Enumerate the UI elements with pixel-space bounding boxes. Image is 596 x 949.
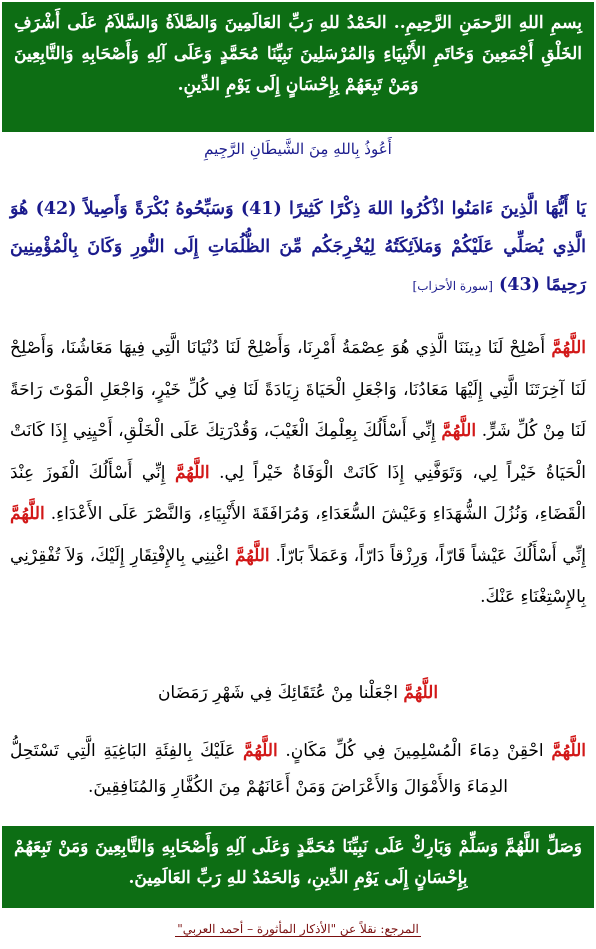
closing-salawat-text: وَصَلِّ اللَّهُمَّ وَسَلِّمْ وَبَارِكْ عَلَى نَبِيِّنَا مُحَمَّدٍ وَعَلَى آلِهِ وَأَصْحَابِهِ وَالتَّابِعِينَ وَمَنْ تَبِعَهُمْ بِإِحْسَانٍ إِلَى يَوْمِ الدِّينِ، وَالحَمْدُ للهِ رَبِّ العَالَمِينَ. [14, 837, 582, 888]
header-green-box [2, 2, 594, 132]
verse-43-text: هُوَ الَّذِي يُصَلِّي عَلَيْكُمْ وَمَلاَئِكَتُهُ لِيُخْرِجَكُم مِّنَ الظُّلُمَاتِ إِلَى النُّورِ وَكَانَ بِالْمُؤْمِنِينَ رَحِيمًا [10, 199, 586, 295]
dua-part-3: إِنِّي أَسْأَلُكَ الْفَوزَ عِنْدَ الْقَضَاءِ، وَنُزُلَ الشُّهَدَاءِ وَعَيْشَ السُّعَدَاءِ، وَمُرَافَقَةَ الأَنْبِيَاءِ، وَالنَّصْرَ عَلَى الأَعْدَاءِ. [10, 462, 586, 524]
verse-41-number: (41) [240, 199, 282, 219]
verse-42-number: (42) [35, 199, 77, 219]
allahumma-word: اللَّهُمَّ [234, 545, 270, 566]
dua-part-4: إِنِّي أَسْأَلُكَ عَيْشاً قَارّاً، وَرِزْقاً دَارّاً، وَعَمَلاً بَارّاً. [275, 545, 587, 566]
allahumma-word: اللَّهُمَّ [551, 741, 587, 761]
istiadha-line: أَعُوذُ بِاللهِ مِنَ الشَّيطَانِ الرَّجِيمِ [204, 140, 392, 158]
second-dua-paragraph [10, 733, 586, 805]
main-dua-paragraph [10, 328, 586, 619]
footer-green-box [2, 826, 594, 908]
reference-text: المرجع: نقلاً عن "الأذكار المأثورة – أحمد العربي" [177, 922, 419, 936]
surah-reference: [سورة الأحزاب] [412, 279, 493, 293]
dua2-part-1: احْقِنْ دِمَاءَ الْمُسْلِمِينَ فِي كُلِّ مَكَانٍ. [285, 741, 544, 761]
dua-part-2: إِنِّي أَسْأَلُكَ بِعِلْمِكَ الْغَيْبَ، وَقُدْرَتِكَ عَلَى الْخَلْقِ، أَحْيِنِي إِذَا كَانَتْ الْحَيَاةُ خَيْراً لِي، وَتَوَفَّنِي إِذَا كَانَتْ الْوَفَاةُ خَيْراً لِي. [10, 421, 587, 483]
reference-line [0, 922, 596, 936]
allahumma-word: اللَّهُمَّ [551, 338, 586, 358]
allahumma-word: اللَّهُمَّ [403, 683, 439, 703]
verse-41-text: يَا أَيُّهَا الَّذِينَ ءَامَنُوا اذْكُرُوا اللهَ ذِكْرًا كَثِيرًا [289, 199, 587, 219]
dua-part-5: اغْنِنِي بِالإِفْتِقَارِ إِلَيْكَ، وَلاَ تُفْقِرْنِي بِالإِسْتِغْنَاءِ عَنْكَ. [10, 545, 586, 607]
dua2-part-2: عَلَيْكَ بِالفِئَةِ البَاغِيَةِ الَّتِي تَسْتَحِلُّ الدِمَاءَ وَالأَمْوَالَ وَالأَعْرَاضَ وَمَنْ أَعَانَهُمْ مِنَ الكُفَّارِ وَالمُنَافِقِينَ. [10, 741, 508, 797]
allahumma-word: اللَّهُمَّ [174, 462, 210, 483]
allahumma-word: اللَّهُمَّ [243, 741, 278, 761]
allahumma-word: اللَّهُمَّ [10, 504, 45, 524]
ramadan-dua-line [0, 683, 596, 703]
ramadan-dua-text: اجْعَلْنا مِنْ عُتَقَائِكَ فِي شَهْرِ رَمَضَان [157, 683, 398, 703]
verse-43-number: (43) [498, 275, 540, 295]
quran-verses [10, 190, 586, 305]
dua-part-1: أَصْلِحْ لَنَا دِينَنَا الَّذِي هُوَ عِصْمَةُ أَمْرِنَا، وَأَصْلِحْ لَنَا دُنْيَانَا الَّتِي فِيهَا مَعَاشُنَا، وَأَصْلِحْ لَنَا آخِرَتَنَا الَّتِي إِلَيْهَا مَعَادُنَا، وَاجْعَلِ الْحَيَاةَ زِيَادَةً لَنَا فِي كُلِّ خَيْرٍ، وَاجْعَلِ الْمَوْتَ رَاحَةً لَنَا مِنْ كُلِّ شَرٍّ. [10, 338, 587, 441]
opening-praise-text: بِسمِ اللهِ الرَّحمَنِ الرَّحِيمِ.. الحَمْدُ للهِ رَبِّ العَالَمِينَ وَالصَّلاَةُ وَالسَّلاَمُ عَلَى أَشْرَفِ الخَلْقِ أَجْمَعِينَ وَخَاتَمِ الأَنْبِيَاءِ وَالمُرْسَلِينَ نَبِيِّنَا مُحَمَّدٍ وَعَلَى آلِهِ وَأَصْحَابِهِ وَالتَّابِعِينَ وَمَنْ تَبِعَهُمْ بِإِحْسَانٍ إِلَى يَوْمِ الدِّينِ. [14, 13, 582, 95]
allahumma-word: اللَّهُمَّ [441, 421, 477, 441]
verse-42-text: وَسَبِّحُوهُ بُكْرَةً وَأَصِيلاً [83, 199, 234, 219]
